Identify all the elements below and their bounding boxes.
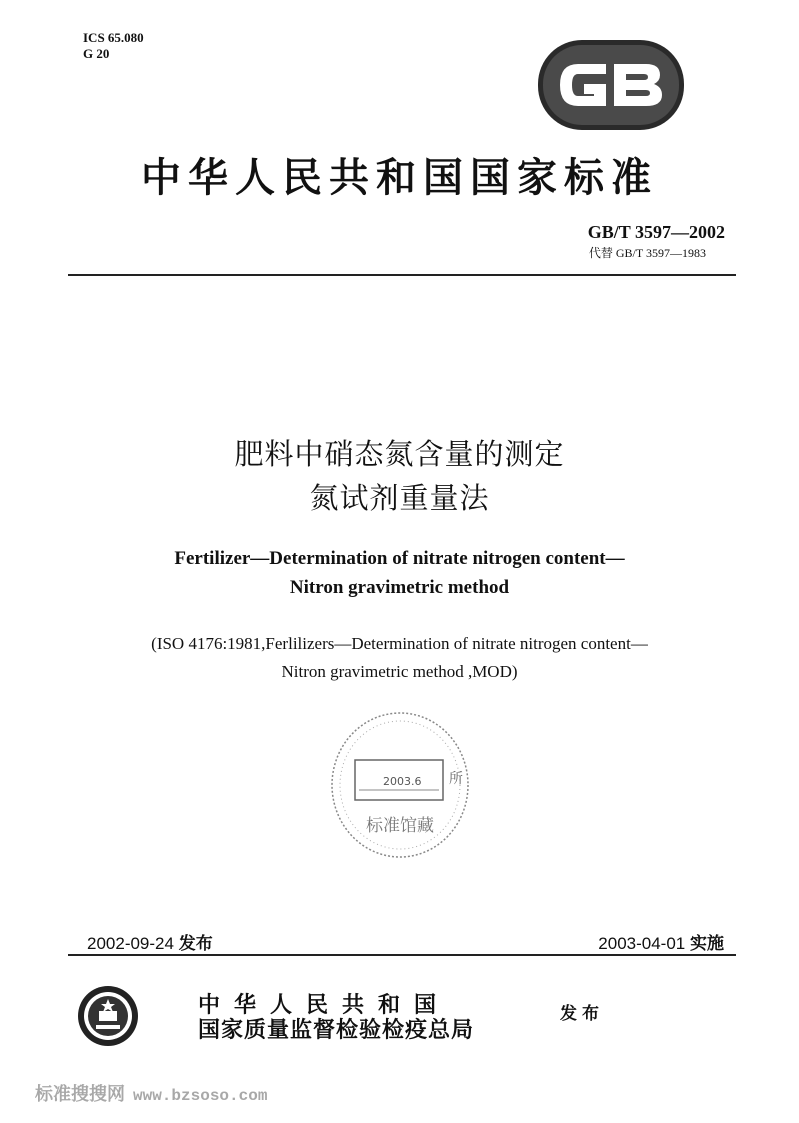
implement-date-block <box>598 929 724 954</box>
issuer-line-1: 中华人民共和国 <box>198 993 451 1018</box>
footer-divider <box>68 954 736 956</box>
stamp-bottom-text: 标准馆藏 <box>366 816 434 836</box>
implement-label: 实施 <box>690 934 724 954</box>
chinese-title-line-2: 氮试剂重量法 <box>309 481 490 515</box>
standard-number: GB/T 3597—2002 <box>587 222 725 242</box>
english-title-line-1: Fertilizer—Determination of nitrate nitrogen content— <box>174 548 625 569</box>
gb-logo <box>538 40 684 130</box>
iso-reference-line-2: Nitron gravimetric method ,MOD) <box>281 662 518 681</box>
stamp-side-char: 所 <box>449 771 463 787</box>
emblem-graphic <box>77 985 139 1047</box>
site-watermark <box>35 1080 267 1106</box>
publish-label: 发布 <box>560 1004 604 1024</box>
standard-category-title: 中华人民共和国国家标准 <box>141 155 658 201</box>
stamp-graphic <box>325 705 475 865</box>
issuer-line-2: 国家质量监督检验检疫总局 <box>198 1018 475 1043</box>
classification-block <box>83 30 144 62</box>
national-emblem <box>77 985 139 1047</box>
iso-reference-line-1: (ISO 4176:1981,Ferlilizers—Determination of nitrate nitrogen content— <box>151 634 648 653</box>
issue-date-block <box>87 929 213 954</box>
class-code: G 20 <box>83 46 110 61</box>
issue-label: 发布 <box>178 934 213 954</box>
watermark-site-name: 标准搜搜网 <box>35 1084 125 1105</box>
gb-logo-graphic <box>538 40 684 130</box>
watermark-url: www.bzsoso.com <box>133 1087 268 1105</box>
stamp-box-text: 2003.6 <box>383 775 422 788</box>
chinese-title-line-1: 肥料中硝态氮含量的测定 <box>234 437 565 471</box>
library-stamp <box>325 705 475 865</box>
replaces-standard: 代替 GB/T 3597—1983 <box>588 246 706 260</box>
ics-code: ICS 65.080 <box>83 30 144 45</box>
header-divider <box>68 274 736 276</box>
issue-date: 2002-09-24 <box>87 934 174 953</box>
english-title-line-2: Nitron gravimetric method <box>289 577 510 598</box>
implement-date: 2003-04-01 <box>598 934 686 953</box>
